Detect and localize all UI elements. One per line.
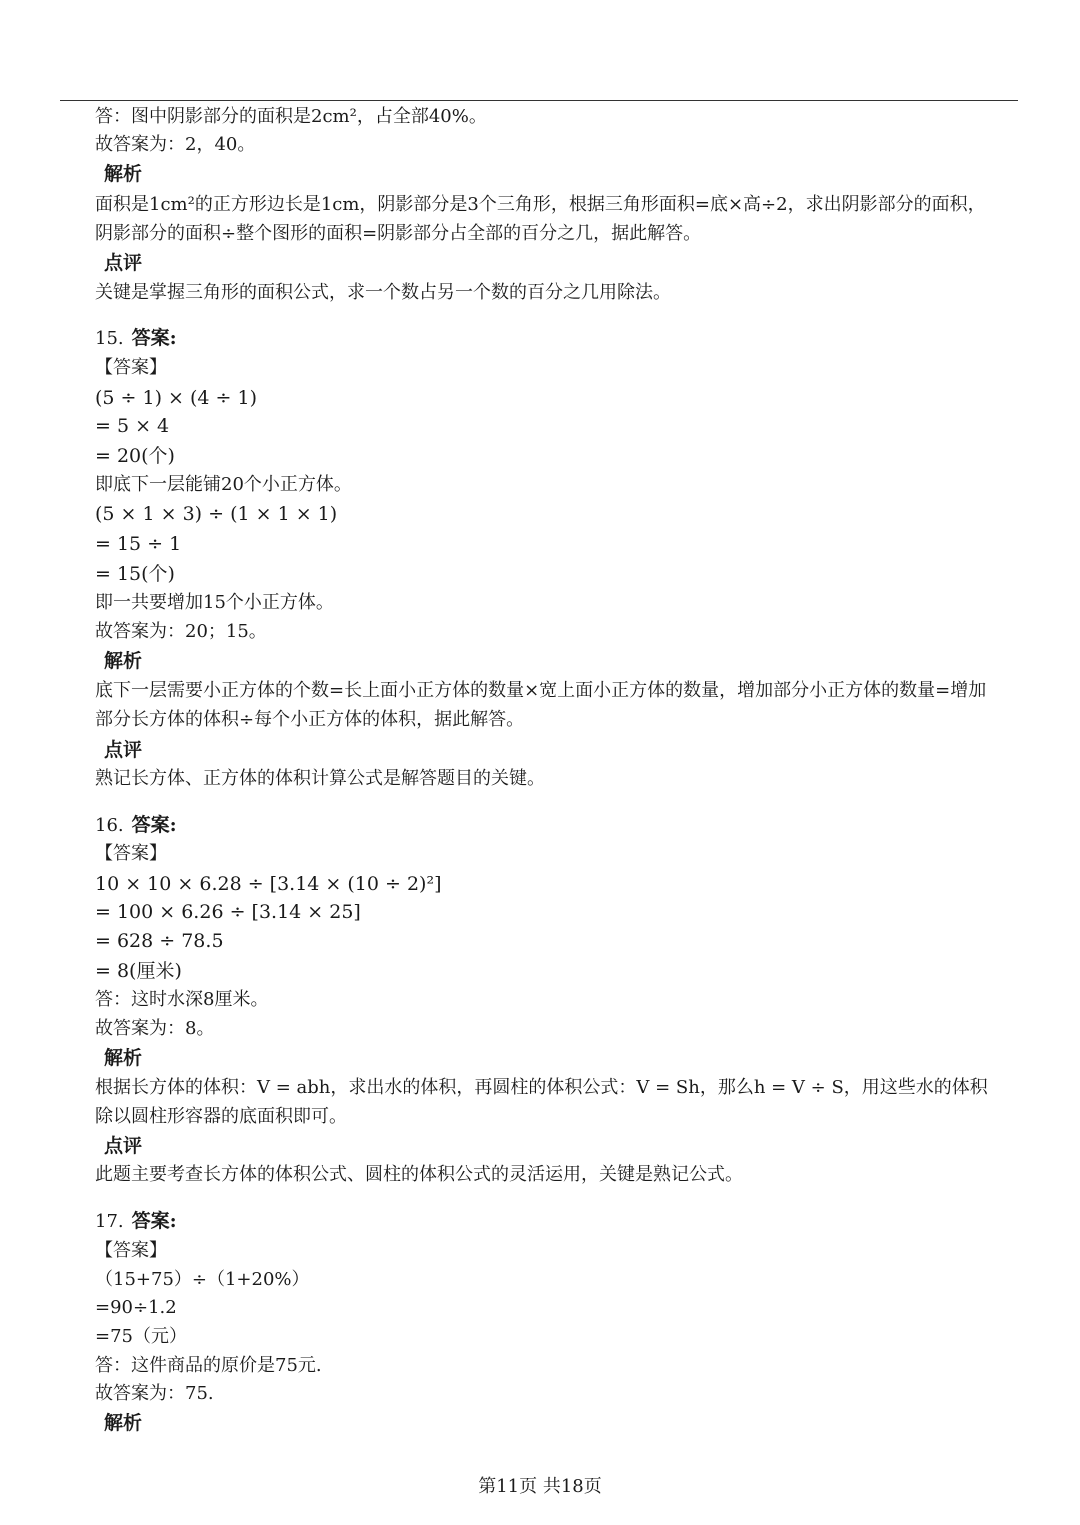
q16-heading bbox=[95, 812, 177, 839]
q16-step-2: = 100 × 6.26 ÷ [3.14 × 25] bbox=[95, 901, 361, 923]
q17-step-3: =75（元） bbox=[95, 1326, 187, 1347]
q15-comment: 熟记长方体、正方体的体积计算公式是解答题目的关键。 bbox=[95, 768, 545, 789]
q15-step-4: 即底下一层能铺20个小正方体。 bbox=[95, 474, 352, 495]
q16-step-5: 答：这时水深8厘米。 bbox=[95, 989, 269, 1010]
q14-answer-line: 答：图中阴影部分的面积是2cm²，占全部40%。 bbox=[95, 106, 487, 127]
q15-number: 15. bbox=[95, 328, 124, 349]
q16-analysis-heading: 解析 bbox=[104, 1047, 143, 1069]
q14-analysis-heading: 解析 bbox=[104, 163, 143, 185]
q15-step-5: (5 × 1 × 3) ÷ (1 × 1 × 1) bbox=[95, 503, 338, 525]
q15-analysis-heading: 解析 bbox=[104, 650, 143, 672]
q15-result: 故答案为：20；15。 bbox=[95, 621, 267, 642]
q14-analysis-line-1: 面积是1cm²的正方形边长是1cm，阴影部分是3个三角形，根据三角形面积=底×高÷2，求出阴影部分的面积， bbox=[95, 194, 986, 215]
q15-step-1: (5 ÷ 1) × (4 ÷ 1) bbox=[95, 387, 258, 409]
q15-step-7: = 15(个) bbox=[95, 563, 175, 585]
q14-comment-heading: 点评 bbox=[104, 252, 143, 274]
q15-step-2: = 5 × 4 bbox=[95, 415, 170, 437]
q15-step-3: = 20(个) bbox=[95, 445, 175, 467]
q17-label: 答案: bbox=[131, 1210, 177, 1232]
q15-analysis-line-1: 底下一层需要小正方体的个数=长上面小正方体的数量×宽上面小正方体的数量，增加部分小正方体的数量=增加 bbox=[95, 680, 987, 701]
q17-tag: 【答案】 bbox=[95, 1240, 167, 1261]
q16-step-4: = 8(厘米) bbox=[95, 960, 182, 982]
page-footer: 第11页 共18页 bbox=[478, 1476, 602, 1497]
q16-comment-heading: 点评 bbox=[104, 1135, 143, 1157]
q14-comment: 关键是掌握三角形的面积公式，求一个数占另一个数的百分之几用除法。 bbox=[95, 282, 671, 303]
q15-step-8: 即一共要增加15个小正方体。 bbox=[95, 592, 334, 613]
q15-heading bbox=[95, 325, 177, 352]
q16-label: 答案: bbox=[131, 814, 177, 836]
q15-comment-heading: 点评 bbox=[104, 739, 143, 761]
q16-number: 16. bbox=[95, 815, 124, 836]
q16-analysis-line-1: 根据长方体的体积：V = abh，求出水的体积，再圆柱的体积公式：V = Sh，那么h = V ÷ S，用这些水的体积 bbox=[95, 1077, 988, 1098]
q17-step-1: （15+75）÷（1+20%） bbox=[95, 1269, 310, 1290]
q15-analysis-line-2: 部分长方体的体积÷每个小正方体的体积，据此解答。 bbox=[95, 709, 525, 730]
q15-step-6: = 15 ÷ 1 bbox=[95, 533, 182, 555]
q17-result: 故答案为：75. bbox=[95, 1383, 214, 1404]
q15-label: 答案: bbox=[131, 327, 177, 349]
q17-step-4: 答：这件商品的原价是75元. bbox=[95, 1355, 322, 1376]
q16-tag: 【答案】 bbox=[95, 843, 167, 864]
q14-analysis-line-2: 阴影部分的面积÷整个图形的面积=阴影部分占全部的百分之几，据此解答。 bbox=[95, 223, 702, 244]
q15-tag: 【答案】 bbox=[95, 357, 167, 378]
q16-step-3: = 628 ÷ 78.5 bbox=[95, 930, 224, 952]
q17-heading bbox=[95, 1208, 177, 1235]
q17-step-2: =90÷1.2 bbox=[95, 1297, 177, 1318]
q16-comment: 此题主要考查长方体的体积公式、圆柱的体积公式的灵活运用，关键是熟记公式。 bbox=[95, 1164, 743, 1185]
header-rule bbox=[60, 100, 1018, 101]
q17-number: 17. bbox=[95, 1211, 124, 1232]
q17-analysis-heading: 解析 bbox=[104, 1412, 143, 1434]
q16-result: 故答案为：8。 bbox=[95, 1018, 215, 1039]
q14-result: 故答案为：2，40。 bbox=[95, 134, 256, 155]
q16-analysis-line-2: 除以圆柱形容器的底面积即可。 bbox=[95, 1106, 347, 1127]
q16-step-1: 10 × 10 × 6.28 ÷ [3.14 × (10 ÷ 2)²] bbox=[95, 873, 442, 895]
